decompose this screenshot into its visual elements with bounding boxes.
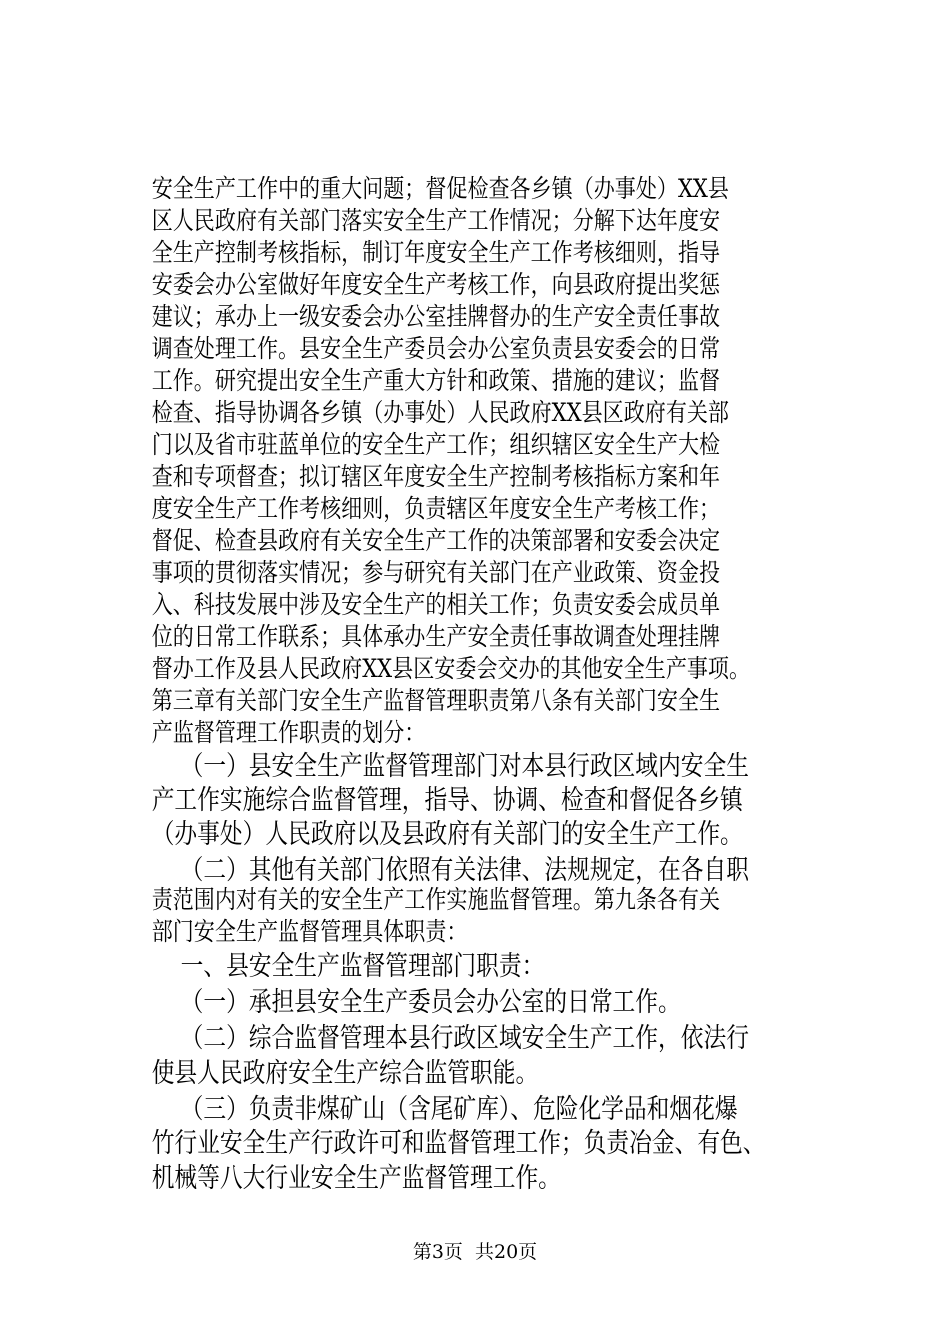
text-line: 查和专项督查；拟订辖区年度安全生产控制考核指标方案和年 (151, 462, 721, 491)
text-line: 安全生产工作中的重大问题；督促检查各乡镇（办事处）XX县 (151, 174, 729, 203)
text-line: 使县人民政府安全生产综合监管职能。 (151, 1058, 539, 1089)
text-line: 检查、指导协调各乡镇（办事处）人民政府XX县区政府有关部 (151, 398, 729, 427)
text-line: 产工作实施综合监督管理，指导、协调、检查和督促各乡镇 (151, 785, 743, 816)
text-line: （一）县安全生产监督管理部门对本县行政区域内安全生 (151, 751, 749, 782)
text-line: 产监督管理工作职责的划分： (151, 718, 426, 747)
text-line: 责范围内对有关的安全生产工作实施监督管理。第九条各有关 (151, 885, 721, 914)
text-line: 位的日常工作联系；具体承办生产安全责任事故调查处理挂牌 (151, 622, 721, 651)
text-line: （三）负责非煤矿山（含尾矿库）、危险化学品和烟花爆 (151, 1094, 738, 1125)
text-line: 调查处理工作。县安全生产委员会办公室负责县安委会的日常 (151, 334, 721, 363)
text-line: 一、县安全生产监督管理部门职责： (151, 951, 545, 982)
text-line: 督促、检查县政府有关安全生产工作的决策部署和安委会决定 (151, 526, 721, 555)
text-line: 全生产控制考核指标，制订年度安全生产工作考核细则，指导 (151, 238, 721, 267)
text-line: 区人民政府有关部门落实安全生产工作情况；分解下达年度安 (151, 206, 721, 235)
text-line: 工作。研究提出安全生产重大方针和政策、措施的建议；监督 (151, 366, 721, 395)
text-line: （二）其他有关部门依照有关法律、法规规定，在各自职 (151, 855, 749, 886)
text-line: 督办工作及县人民政府XX县区安委会交办的其他安全生产事项。 (151, 654, 751, 683)
text-line: 门以及省市驻蓝单位的安全生产工作；组织辖区安全生产大检 (151, 430, 721, 459)
text-line: 安委会办公室做好年度安全生产考核工作，向县政府提出奖惩 (151, 270, 721, 299)
text-line: 建议；承办上一级安委会办公室挂牌督办的生产安全责任事故 (151, 302, 721, 331)
text-line: 入、科技发展中涉及安全生产的相关工作；负责安委会成员单 (151, 590, 721, 619)
text-line: 机械等八大行业安全生产监督管理工作。 (151, 1163, 561, 1194)
text-line: 竹行业安全生产行政许可和监督管理工作；负责冶金、有色、 (151, 1128, 766, 1159)
text-line: 部门安全生产监督管理具体职责： (151, 917, 468, 946)
text-line: 第三章有关部门安全生产监督管理职责第八条有关部门安全生 (151, 686, 721, 715)
text-line: （二）综合监督管理本县行政区域安全生产工作，依法行 (151, 1023, 749, 1054)
text-line: （一）承担县安全生产委员会办公室的日常工作。 (151, 987, 681, 1018)
text-line: （办事处）人民政府以及县政府有关部门的安全生产工作。 (151, 819, 743, 850)
text-line: 事项的贯彻落实情况；参与研究有关部门在产业政策、资金投 (151, 558, 721, 587)
text-line: 度安全生产工作考核细则，负责辖区年度安全生产考核工作； (151, 494, 721, 523)
page-footer: 第3页 共20页 (412, 1241, 538, 1263)
